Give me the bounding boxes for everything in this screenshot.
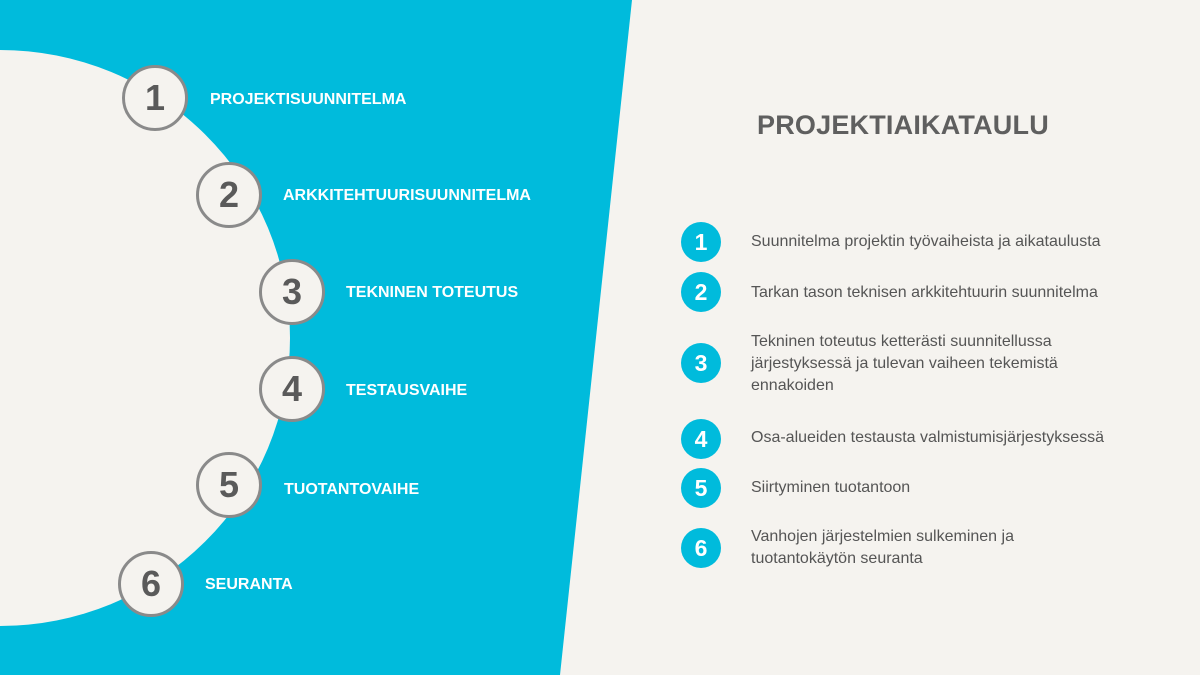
item-4-badge: 4 <box>681 419 721 459</box>
step-4-label: TESTAUSVAIHE <box>346 382 468 399</box>
step-6-circle: 6 <box>118 551 184 617</box>
step-3-circle: 3 <box>259 259 325 325</box>
step-1-label: PROJEKTISUUNNITELMA <box>210 91 407 108</box>
item-1-text: Suunnitelma projektin työvaiheista ja aikataulusta <box>751 233 1101 250</box>
item-3-text: Tekninen toteutus ketterästi suunnitellussa järjestyksessä ja tulevan vaiheen tekemistä ennakoiden <box>751 333 1058 394</box>
item-2-badge: 2 <box>681 272 721 312</box>
step-6-label: SEURANTA <box>205 576 293 593</box>
item-1-badge: 1 <box>681 222 721 262</box>
step-5-label: TUOTANTOVAIHE <box>284 481 420 498</box>
item-4-text: Osa-alueiden testausta valmistumisjärjestyksessä <box>751 429 1105 446</box>
step-2-circle: 2 <box>196 162 262 228</box>
step-5-circle: 5 <box>196 452 262 518</box>
item-3-badge: 3 <box>681 343 721 383</box>
item-5-text: Siirtyminen tuotantoon <box>751 479 911 496</box>
step-2-label: ARKKITEHTUURISUUNNITELMA <box>283 187 531 204</box>
step-3-label: TEKNINEN TOTEUTUS <box>346 284 519 301</box>
step-1-circle: 1 <box>122 65 188 131</box>
item-2-text: Tarkan tason teknisen arkkitehtuurin suunnitelma <box>751 284 1098 301</box>
step-4-circle: 4 <box>259 356 325 422</box>
item-5-badge: 5 <box>681 468 721 508</box>
item-6-badge: 6 <box>681 528 721 568</box>
item-6-text: Vanhojen järjestelmien sulkeminen ja tuotantokäytön seuranta <box>751 528 1014 567</box>
page-title: PROJEKTIAIKATAULU <box>757 110 1049 140</box>
